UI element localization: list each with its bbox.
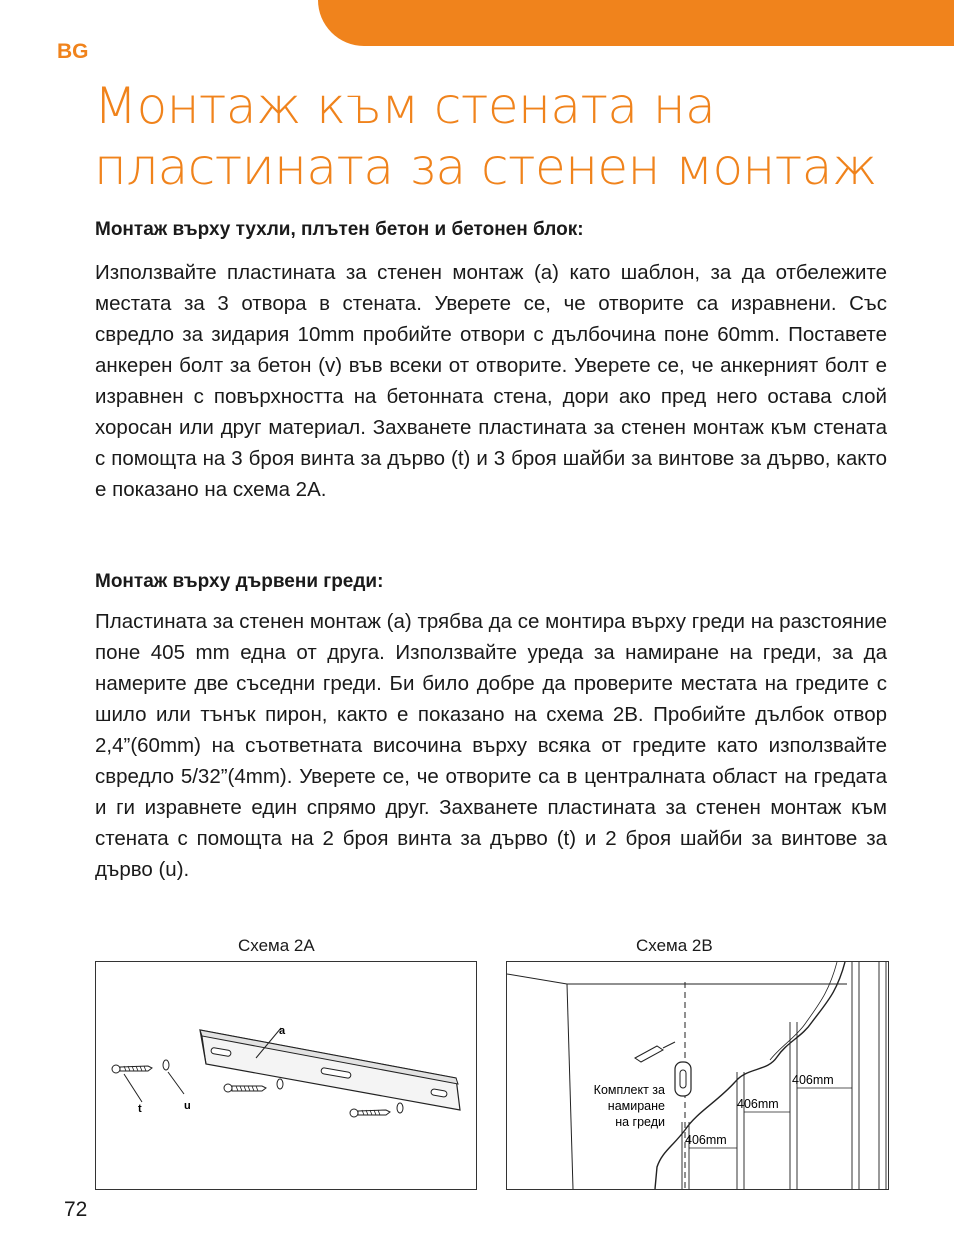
label-u: u xyxy=(184,1100,191,1112)
figure-2a xyxy=(95,961,477,1190)
stud-finder-label-line-3: на греди xyxy=(615,1115,665,1129)
wall-plate-diagram xyxy=(96,962,476,1189)
section-heading-wood-studs: Монтаж върху дървени греди: xyxy=(95,571,384,592)
screw-middle xyxy=(224,1079,283,1092)
label-a: a xyxy=(279,1025,286,1037)
page-number: 72 xyxy=(64,1198,88,1221)
title-line-1: Монтаж към стената на xyxy=(94,77,716,135)
figure-2b xyxy=(506,961,889,1190)
section-heading-masonry: Монтаж върху тухли, плътен бетон и бетонен блок: xyxy=(95,219,584,240)
title-line-2: пластината за стенен монтаж xyxy=(94,138,877,196)
header-tab xyxy=(318,0,954,46)
stud-finder-label-line-2: намиране xyxy=(607,1099,665,1113)
stud-finder-label-line-1: Комплект за xyxy=(593,1083,665,1097)
figure-2a-caption: Схема 2A xyxy=(238,936,315,955)
stud-finder-diagram xyxy=(507,962,888,1189)
dimension-label-3: 406mm xyxy=(685,1133,727,1147)
language-code: BG xyxy=(57,40,89,63)
screw-right xyxy=(350,1103,403,1117)
dimension-label-1: 406mm xyxy=(792,1073,834,1087)
label-t: t xyxy=(138,1103,142,1115)
section-body-wood-studs: Пластината за стенен монтаж (a) трябва да се монтира върху греди на разстояние поне 405 mm една от друга. Използвайте уреда за намиране на греди, за да намерите две съседни греди. Би било добре да проверите местата на гредите с шило или тънък пирон, както е показано на схема 2B. Пробийте дълбок отвор 2,4”(60mm) на съответната височина върху всяка от гредите като използвайте свредло 5/32”(4mm). Уверете се, че отворите са в централната област на гредата и ги изравнете един спрямо друг. Захванете пластината за стенен монтаж към стената с помощта на 2 броя винта за дърво (t) и 2 броя шайби за винтове за дърво (u). xyxy=(95,610,887,881)
figure-2b-caption: Схема 2B xyxy=(636,936,713,955)
dimension-label-2: 406mm xyxy=(737,1097,779,1111)
screw-left xyxy=(112,1060,169,1073)
section-body-masonry: Използвайте пластината за стенен монтаж (a) като шаблон, за да отбележите местата за 3 отвора в стената. Уверете се, че отворите са изравнени. Със свредло за зидария 10mm пробийте отвори с дълбочина поне 60mm. Поставете анкерен болт за бетон (v) във всеки от отворите. Уверете се, че анкерният болт е изравнен с повърхността на бетонната стена, дори ако пред него остава слой хоросан или друг материал. Захванете пластината за стенен монтаж към стената с помощта на 3 броя винта за дърво (t) и 3 броя шайби за винтове за дърво, както е показано на схема 2A. xyxy=(95,261,887,501)
page-title xyxy=(94,76,914,198)
